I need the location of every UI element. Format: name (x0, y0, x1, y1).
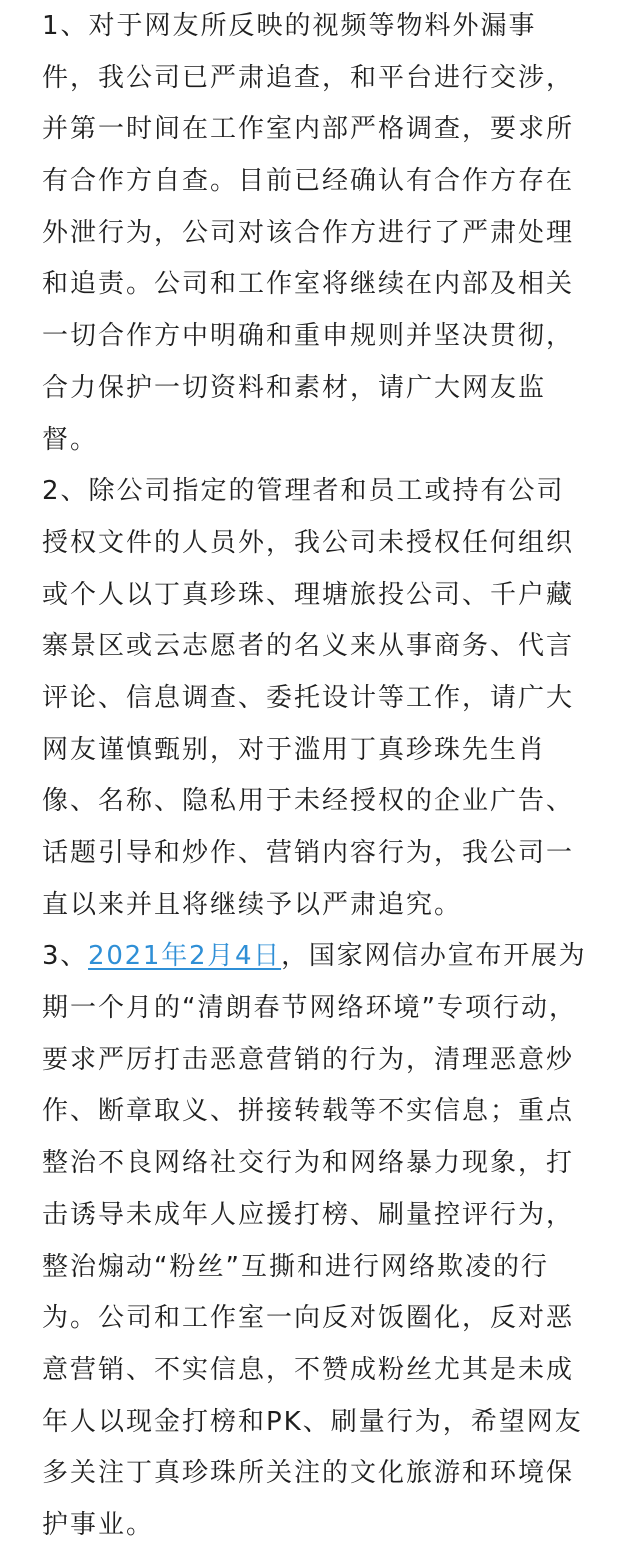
text-line: 网友谨慎甄别，对于滥用丁真珍珠先生肖 (42, 734, 547, 765)
text-line: 话题引导和炒作、营销内容行为，我公司一 (42, 838, 575, 868)
text-line: 年人以现金打榜和PK、刷量行为，希望网友 (42, 1406, 583, 1437)
text-line: 寨景区或云志愿者的名义来从事商务、代言 (42, 631, 575, 662)
text-line: 2、除公司指定的管理者和员工或持有公司 (42, 476, 565, 507)
text-line: 督。 (42, 424, 99, 455)
paragraph-2 (42, 466, 590, 931)
paragraph-3 (42, 931, 590, 1551)
text-line: 外泄行为，公司对该合作方进行了严肃处理 (42, 217, 575, 248)
text-line: 或个人以丁真珍珠、理塘旅投公司、千户藏 (42, 579, 575, 610)
text-line: 多关注丁真珍珠所关注的文化旅游和环境保 (42, 1458, 575, 1489)
paragraph-1 (42, 0, 590, 466)
text-line: 要求严厉打击恶意营销的行为，清理恶意炒 (42, 1044, 575, 1075)
text-line: 为。公司和工作室一向反对饭圈化，反对恶 (42, 1303, 575, 1334)
paragraph-number: 3、 (42, 941, 89, 972)
text-line: 合力保护一切资料和素材，请广大网友监 (42, 372, 547, 403)
date-link[interactable]: 2021年2月4日 (88, 941, 282, 972)
text-line-with-link (42, 931, 590, 983)
text-line: 评论、信息调查、委托设计等工作，请广大 (42, 682, 575, 713)
text-line: 击诱导未成年人应援打榜、刷量控评行为， (42, 1199, 575, 1230)
text-line: 直以来并且将继续予以严肃追究。 (42, 889, 463, 920)
line-text: ，国家网信办宣布开展为 (281, 941, 587, 972)
text-line: 并第一时间在工作室内部严格调查，要求所 (42, 114, 575, 145)
text-line: 像、名称、隐私用于未经授权的企业广告、 (42, 786, 575, 817)
text-line: 意营销、不实信息，不赞成粉丝尤其是未成 (42, 1354, 575, 1385)
text-line: 有合作方自查。目前已经确认有合作方存在 (42, 166, 575, 197)
text-line: 件，我公司已严肃追查，和平台进行交涉， (42, 62, 575, 93)
text-line: 和追责。公司和工作室将继续在内部及相关 (42, 269, 575, 300)
text-line: 授权文件的人员外，我公司未授权任何组织 (42, 527, 575, 558)
text-line: 期一个月的“清朗春节网络环境”专项行动， (42, 993, 577, 1024)
text-line: 作、断章取义、拼接转载等不实信息；重点 (42, 1096, 575, 1127)
text-line: 整治煽动“粉丝”互撕和进行网络欺凌的行 (42, 1251, 549, 1282)
text-line: 护事业。 (42, 1509, 155, 1540)
text-line: 1、对于网友所反映的视频等物料外漏事 (42, 11, 537, 41)
text-line: 整治不良网络社交行为和网络暴力现象，打 (42, 1148, 575, 1179)
text-line: 一切合作方中明确和重申规则并坚决贯彻， (42, 321, 575, 352)
